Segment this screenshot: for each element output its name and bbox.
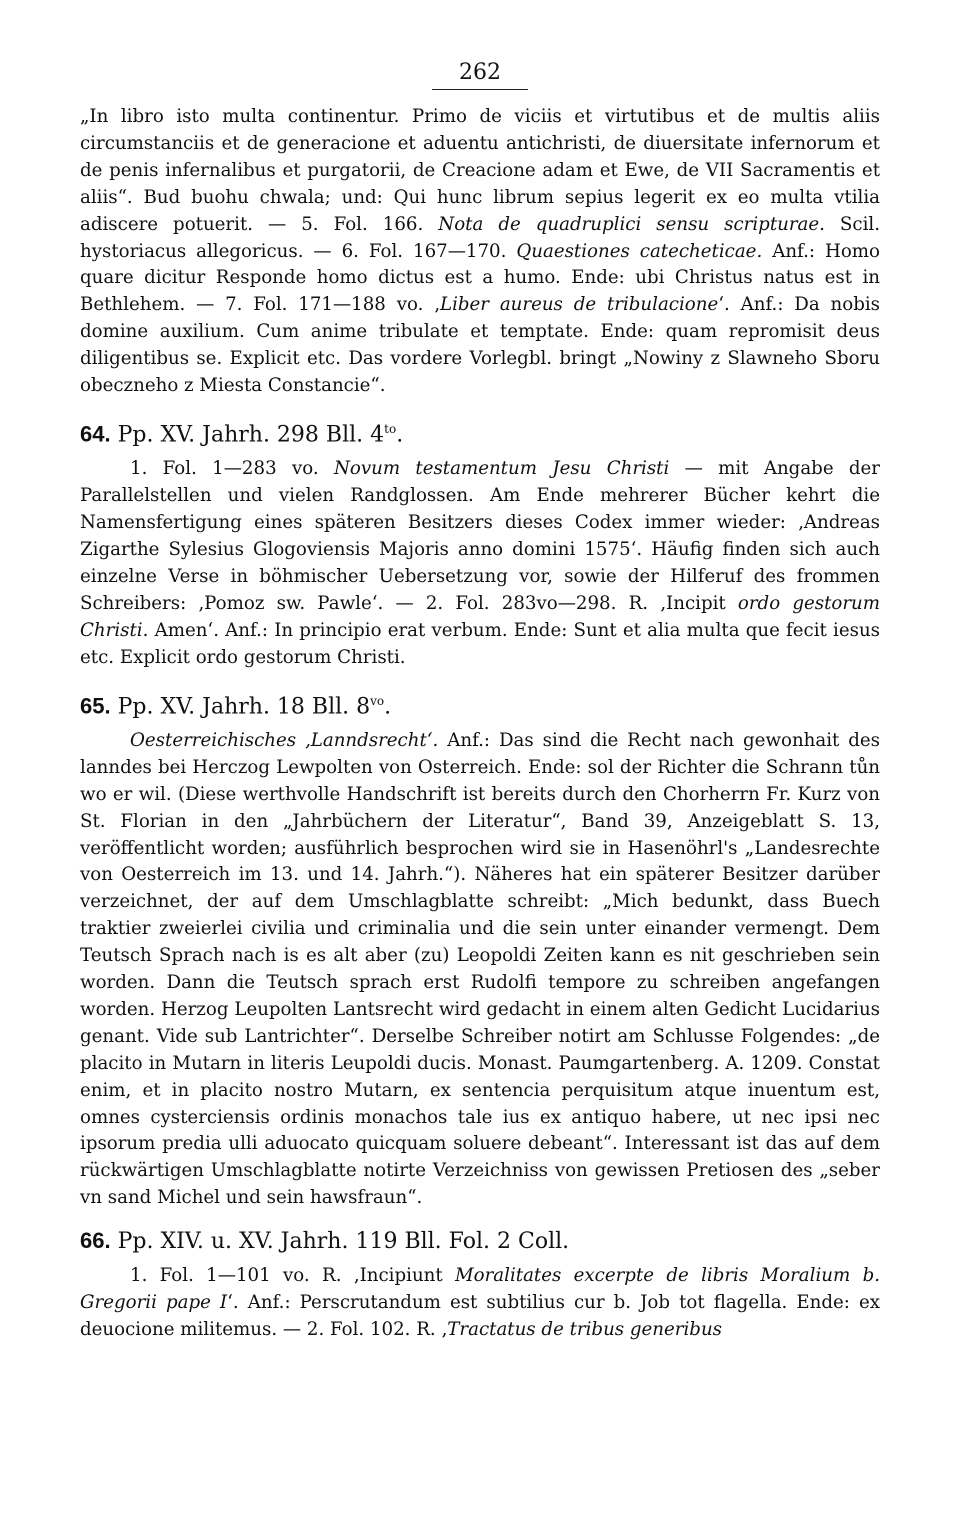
entry-body-66 <box>80 1263 880 1344</box>
text-run: Scil. hystoriacus allegoricus. — 6. Fol. 167—170. <box>80 213 880 262</box>
italic-title: Novum testamentum Jesu Christi <box>333 458 670 480</box>
text-run: Anf.: Das sind die Recht nach gewonhait des lanndes bei Herczog Lewpolten von Osterreich. Ende: sol der Richter die Schrann tůn wo er wil. (Diese werthvolle Handschrift ist bereits durch den Chorherrn Fr. Kurz von St. Florian in den „Jahrbüchern der Literatur“, Band 39, Anzeigeblatt S. 13, veröffentlicht worden; ausführlich besprochen wird sie in Hasenöhrl's „Landesrechte von Oesterreich im 13. und 14. Jahrh.“). Näheres hat ein späterer Besitzer darüber verzeichnet, der auf dem Umschlagblatte schreibt: „Mich bedunkt, dass Buech traktier zweierlei civilia und criminalia und die sein unter einander vermengt. Dem Teutsch Sprach nach is es alt aber (zu) Leopoldi Zeiten kann es nit geschrieben sein worden. Dann die Teutsch sprach erst Rudolfi tempore zu schreiben angefangen worden. Herzog Leupolten Lantsrecht wird gedacht in einem alten Gedicht Lucidarius genant. Vide sub Lantrichter“. Derselbe Schreiber notirt am Schlusse Folgendes: „de placito in Mutarn in literis Leupoldi ducis. Monast. Paumgartenberg. A. 1209. Constat enim, et in placito nostro Mutarn, ex sentencia perquisitum atque inuentum est, omnes cysterciensis ordinis monachos tale ius ex antiquo habere, ut nec ipsi nec ipsorum predia ulli aduocato quicquam soluere debeant“. Interessant ist das auf dem rückwärtigen Umschlagblatte notirte Verzeichniss von gewissen Pretiosen des „seber vn sand Michel und sein hawsfraun“. <box>80 729 880 1209</box>
entry-heading-64 <box>80 414 880 450</box>
text-run: ‘. Anf.: Da nobis domine auxilium. Cum anime tribulate et temptate. Ende: quam repromisit deus diligentibus se. Explicit etc. Das vordere Vorlegbl. bringt „Nowiny z Slawneho Sboru obeczneho z Miesta Constancie“. <box>80 294 880 397</box>
document-page <box>80 60 880 1344</box>
italic-title: Nota de quadruplici sensu scripturae. <box>438 213 825 235</box>
text-run: Amen‘. Anf.: In principio erat verbum. Ende: Sunt et alia multa que fecit iesus etc. Explicit ordo gestorum Christi. <box>80 619 880 668</box>
entry-description-end: . <box>384 693 392 719</box>
entry-heading-66 <box>80 1226 880 1257</box>
header-rule <box>432 89 528 90</box>
text-run: ‘. Anf.: Perscrutandum est subtilius cur b. Job tot flagella. Ende: ex deuocione militemus. — 2. Fol. 102. R. ‚ <box>80 1292 880 1340</box>
italic-title: Oesterreichisches ‚Lanndsrecht‘. <box>130 729 439 751</box>
entry-body-64 <box>80 456 880 671</box>
text-run: — mit Angabe der Parallelstellen und vielen Randglossen. Am Ende mehrerer Bücher kehrt die Namensfertigung eines späteren Besitzers dieses Codex immer wieder: ‚Andreas Zigarthe Sylesius Glogoviensis Majoris anno domini 1575‘. Häufig finden sich auch einzelne Verse in böhmischer Uebersetzung vor, sowie der Hilferuf des frommen Schreibers: ‚Pomoz sw. Pawle‘. — 2. Fol. 283vo—298. R. ‚Incipit <box>80 458 881 614</box>
italic-title: Tractatus de tribus generibus <box>447 1319 722 1340</box>
italic-title: Quaestiones catecheticae. <box>516 240 763 262</box>
italic-title: Liber aureus de tribulacione <box>440 294 719 316</box>
italic-title: Moralitates excerpte de libris Moralium b. Gregorii pape I <box>80 1265 880 1314</box>
entry-description: Pp. XV. Jahrh. 18 Bll. 8 <box>110 693 371 719</box>
entry-number: 64. <box>80 421 111 447</box>
italic-title: ordo gestorum Christi. <box>80 592 880 641</box>
text-run: 1. Fol. 1—283 vo. <box>130 458 334 480</box>
text-run: Anf.: Homo quare dicitur Responde homo dictus est a humo. Ende: ubi Christus natus est in Bethlehem. — 7. Fol. 171—188 vo. ‚ <box>80 240 880 316</box>
page-number: 262 <box>459 60 501 85</box>
text-run: „In libro isto multa continentur. Primo de viciis et virtutibus et de multis aliis circumstanciis et de generacione et aduentu antichristi, de diuersitate infernorum et de penis infernalibus et purgatorii, de Creacione adam et Ewe, de VII Sacramentis et aliis“. Bud buohu chwala; und: Qui hunc librum sepius legerit ex eo multa vtilia adiscere potuerit. — 5. Fol. 166. <box>80 106 880 235</box>
entry-number: 65. <box>80 692 111 718</box>
format-superscript: to <box>384 421 397 436</box>
format-superscript: vo <box>370 693 385 708</box>
entry-description: Pp. XIV. u. XV. Jahrh. 119 Bll. Fol. 2 Coll. <box>110 1229 570 1255</box>
entry-description: Pp. XV. Jahrh. 298 Bll. 4 <box>110 422 385 448</box>
paragraph-continuation <box>80 104 880 400</box>
entry-description-end: . <box>396 422 404 448</box>
text-run: 1. Fol. 1—101 vo. R. ‚Incipiunt <box>130 1265 456 1287</box>
entry-heading-65 <box>80 686 880 722</box>
entry-body-65 <box>80 728 880 1212</box>
entry-number: 66. <box>80 1228 111 1254</box>
